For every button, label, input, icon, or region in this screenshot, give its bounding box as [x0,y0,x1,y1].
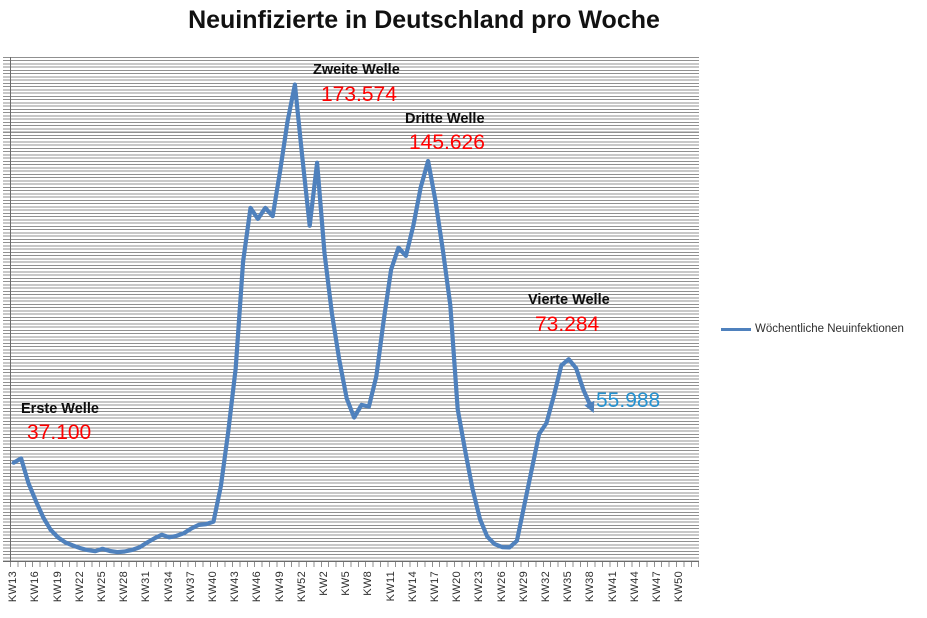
x-axis-tick-label: KW41 [606,571,619,603]
x-axis-tick-label: KW23 [473,571,486,603]
x-axis-tick-label: KW5 [340,571,353,596]
annotation-zweite-welle-label: Zweite Welle [313,62,400,78]
x-axis-tick-label: KW52 [295,571,308,603]
x-axis-tick-label: KW28 [118,571,131,603]
x-axis-tick-label: KW25 [96,571,108,603]
x-axis-tick-label: KW43 [229,571,242,603]
x-axis-tick-label: KW37 [184,571,197,603]
x-axis-tick-marks [10,562,700,567]
x-axis-tick-label: KW2 [318,571,330,596]
x-axis-tick-label: KW17 [429,571,441,603]
annotation-vierte-welle-value: 73.284 [535,313,600,336]
x-axis-tick-label: KW35 [562,571,575,603]
latest-value-label: 55.988 [596,389,661,412]
x-axis-tick-label: KW38 [584,571,597,603]
plot-area [10,57,699,561]
annotation-zweite-welle-value: 173.574 [321,83,397,106]
legend [721,323,904,335]
x-axis-tick-label: KW32 [540,571,552,603]
x-axis-tick-label: KW44 [628,571,641,603]
x-axis-tick-label: KW31 [140,571,153,603]
x-axis-tick-label: KW40 [207,571,219,603]
legend-series-label: Wöchentliche Neuinfektionen [755,323,904,335]
x-axis-tick-label: KW29 [517,571,530,603]
annotation-erste-welle-value: 37.100 [27,421,92,444]
x-axis-tick-label: KW8 [362,571,375,596]
x-axis-tick-label: KW49 [273,571,286,603]
y-axis [10,57,11,566]
x-axis-tick-label: KW11 [384,571,397,602]
x-axis-tick-label: KW19 [51,571,64,603]
x-axis-tick-label: KW13 [7,571,20,603]
chart-title: Neuinfizierte in Deutschland pro Woche [188,6,660,34]
legend-line-icon [721,328,751,331]
x-axis-tick-label: KW46 [251,571,264,603]
annotation-vierte-welle-label: Vierte Welle [528,292,610,308]
x-axis-tick-label: KW14 [406,571,419,603]
x-axis-tick-label: KW47 [651,571,663,603]
y-axis-tick-marks [3,57,10,561]
x-axis-tick-label: KW22 [73,571,86,603]
annotation-dritte-welle-value: 145.626 [409,131,485,154]
x-axis-tick-label: KW20 [451,571,464,603]
annotation-dritte-welle-label: Dritte Welle [405,111,485,127]
x-axis-tick-label: KW26 [495,571,508,603]
x-axis-tick-label: KW34 [162,571,175,603]
annotation-erste-welle-label: Erste Welle [21,401,99,417]
x-axis-tick-label: KW16 [29,571,42,603]
x-axis-tick-label: KW50 [673,571,686,603]
